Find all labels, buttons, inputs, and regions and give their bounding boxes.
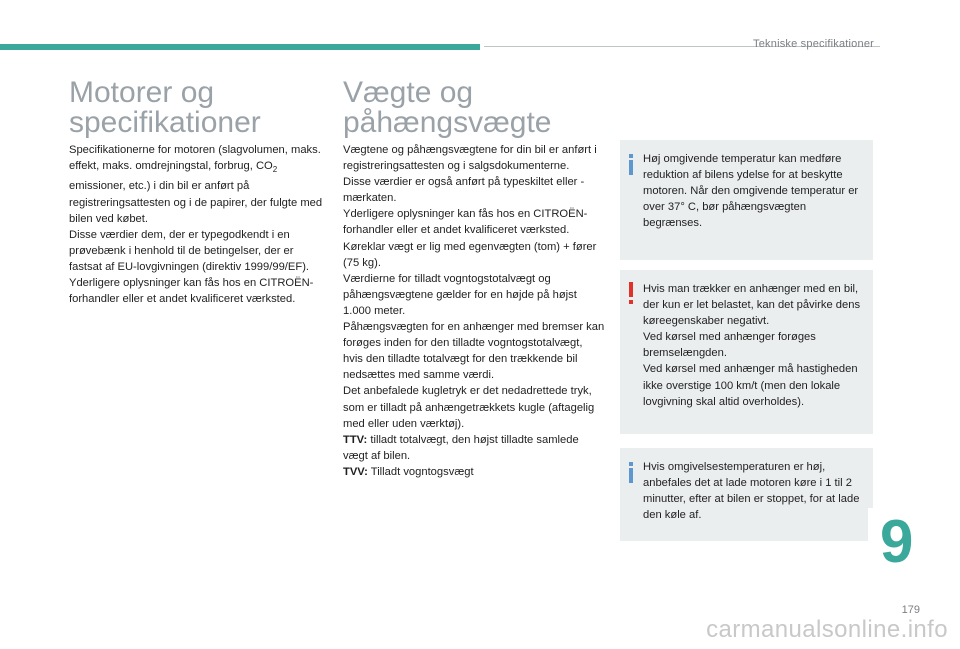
tvv-definition: TVV: Tilladt vogntogsvægt [343,465,474,478]
header-accent-bar [0,44,480,50]
warning-icon [627,282,635,304]
info-icon [627,462,635,483]
weights-text-column [343,142,605,480]
note-text: Høj omgivende temperatur kan medføre reduktion af bilens ydelse for at beskytte motoren. Når den omgivende temperatur er over 37° C, bør påhængsvægten begrænses. [643,153,859,230]
info-note-cooldown [620,448,873,541]
watermark: carmanualsonline.info [706,616,948,643]
weights-title-line2: påhængsvægte [343,106,552,139]
engines-title-line1: Motorer og [69,76,215,109]
weights-title-line1: Vægte og [343,76,474,109]
weights-paragraph: Køreklar vægt er lig med egenvægten (tom) + fører (75 kg). [343,240,597,269]
weights-paragraph: Påhængsvægten for en anhænger med bremser kan forøges inden for den tilladte vogntogstotalvægt, hvis den tilladte totalvægt for den trækkende bil nedsættes med samme værdi. [343,321,605,382]
engines-title-line2: specifikationer [69,106,261,139]
warning-note-trailer [620,270,873,434]
engines-paragraph-3: Yderligere oplysninger kan fås hos en CITROËN-forhandler eller et andet kvalificeret værksted. [69,276,314,306]
engines-paragraph-2: Disse værdier dem, der er typegodkendt i en prøvebænk i henhold til de betingelser, der er fastsat af EU-lovgivningen (direktiv 1999/99/EF). [69,228,310,273]
weights-paragraph: Værdierne for tilladt vogntogstotalvægt og påhængsvægtene gælder for en højde på højst 1.000 meter. [343,272,577,317]
ttv-definition: TTV: tilladt totalvægt, den højst tilladte samlede vægt af bilen. [343,433,579,462]
engines-title [69,78,319,138]
engines-text-column [69,142,329,307]
ttv-label: TTV: [343,433,368,446]
chapter-number: 9 [880,508,914,575]
page-number: 179 [901,604,920,616]
info-note-temperature [620,140,873,260]
weights-title [343,78,593,138]
info-icon [627,154,635,175]
note-text: Ved kørsel med anhænger må hastigheden ikke overstige 100 km/t (men den lokale lovgivning skal altid overholdes). [643,363,858,408]
note-text: Hvis man trækker en anhænger med en bil, der kun er let belastet, kan det påvirke dens køreegenskaber negativt. [643,283,861,328]
note-text: Hvis omgivelsestemperaturen er høj, anbefales det at lade motoren køre i 1 til 2 minutter, efter at bilen er stoppet, for at lade den køle af. [643,461,860,522]
note-text: Ved kørsel med anhænger forøges bremselængden. [643,331,816,360]
weights-paragraph: Vægtene og påhængsvægtene for din bil er anført i registreringsattesten og i salgsdokumenterne. [343,144,597,173]
weights-paragraph: Disse værdier er også anført på typeskiltet eller -mærkaten. [343,176,585,205]
engines-paragraph-1: Specifikationerne for motoren (slagvolumen, maks. effekt, maks. omdrejningstal, forbrug, $CO_2$ emissioner, etc.) i din bil er anført på registreringsattesten og i de papirer, der fulgte med bilen ved købet. [69,144,323,225]
section-header-label: Tekniske specifikationer [753,38,874,50]
weights-paragraph: Det anbefalede kugletryk er det nedadrettede tryk, som er tilladt på anhængetrækkets kugle (aftagelig med eller uden værktøj). [343,385,595,430]
co2-subscript: 2 [272,165,278,175]
tvv-label: TVV: [343,465,368,478]
weights-paragraph: Yderligere oplysninger kan fås hos en CITROËN-forhandler eller et andet kvalificeret værksted. [343,208,588,237]
